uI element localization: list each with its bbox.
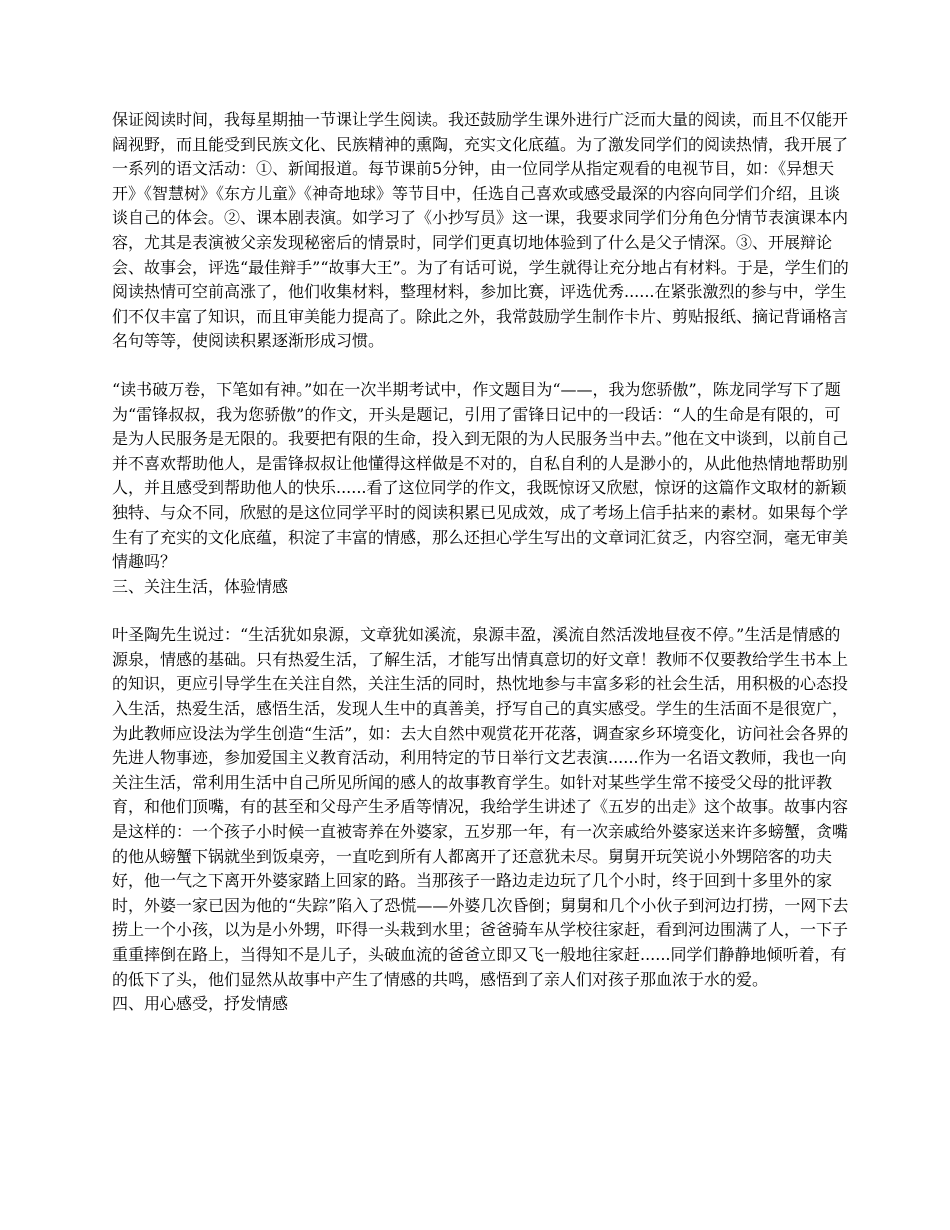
paragraph-composition-example: “读书破万卷，下笔如有神。”如在一次半期考试中，作文题目为“——，我为您骄傲”，陈龙同学写下了题为“雷锋叔叔，我为您骄傲”的作文，开头是题记，引用了雷锋日记中的一段话：“人的生命是有限的，可是为人民服务是无限的。我要把有限的生命，投入到无限的为人民服务当中去。”他在文中谈到，以前自己并不喜欢帮助他人，是雷锋叔叔让他懂得这样做是不对的，自私自利的人是渺小的，从此他热情地帮助别人，并且感受到帮助他人的快乐......看了这位同学的作文，我既惊讶又欣慰，惊讶的这篇作文取材的新颖独特、与众不同，欣慰的是这位同学平时的阅读积累已见成效，成了考场上信手拈来的素材。如果每个学生有了充实的文化底蕴，积淀了丰富的情感，那么还担心学生写出的文章词汇贫乏，内容空洞，毫无审美情趣吗？ xyxy=(112,379,849,572)
document-page xyxy=(112,108,852,1017)
section-heading-3: 三、关注生活，体验情感 xyxy=(112,576,289,596)
paragraph-life-experience: 叶圣陶先生说过：“生活犹如泉源，文章犹如溪流，泉源丰盈，溪流自然活泼地昼夜不停。”生活是情感的源泉，情感的基础。只有热爱生活，了解生活，才能写出情真意切的好文章！教师不仅要教给学生书本上的知识，更应引导学生在关注自然，关注生活的同时，热忱地参与丰富多彩的社会生活，用积极的心态投入生活，热爱生活，感悟生活，发现人生中的真善美，抒写自己的真实感受。学生的生活面不是很宽广，为此教师应设法为学生创造“生活”，如：去大自然中观赏花开花落，调查家乡环境变化，访问社会各界的先进人物事迹，参加爱国主义教育活动，利用特定的节日举行文艺表演......作为一名语文教师，我也一向关注生活，常利用生活中自己所见所闻的感人的故事教育学生。如针对某些学生常不接受父母的批评教育，和他们顶嘴，有的甚至和父母产生矛盾等情况，我给学生讲述了《五岁的出走》这个故事。故事内容是这样的：一个孩子小时候一直被寄养在外婆家，五岁那一年，有一次亲戚给外婆家送来许多螃蟹，贪嘴的他从螃蟹下锅就坐到饭桌旁，一直吃到所有人都离开了还意犹未尽。舅舅开玩笑说小外甥陪客的功夫好，他一气之下离开外婆家踏上回家的路。当那孩子一路边走边玩了几个小时，终于回到十多里外的家时，外婆一家已因为他的“失踪”陷入了恐慌——外婆几次昏倒；舅舅和几个小伙子到河边打捞，一网下去捞上一个小孩，以为是小外甥，吓得一头栽到水里；爸爸骑车从学校往家赶，看到河边围满了人，一下子重重摔倒在路上，当得知不是儿子，头破血流的爸爸立即又飞一般地往家赶......同学们静静地倾听着，有的低下了头，他们显然从故事中产生了情感的共鸣，感悟到了亲人们对孩子那血浓于水的爱。 xyxy=(112,625,849,989)
section-heading-4: 四、用心感受，抒发情感 xyxy=(112,994,289,1014)
paragraph-reading-activities: 保证阅读时间，我每星期抽一节课让学生阅读。我还鼓励学生课外进行广泛而大量的阅读，而且不仅能开阔视野，而且能受到民族文化、民族精神的熏陶，充实文化底蕴。为了激发同学们的阅读热情，我开展了一系列的语文活动：①、新闻报道。每节课前5分钟，由一位同学从指定观看的电视节目，如：《异想天开》《智慧树》《东方儿童》《神奇地球》等节目中，任选自己喜欢或感受最深的内容向同学们介绍，且谈谈自己的体会。②、课本剧表演。如学习了《小抄写员》这一课，我要求同学们分角色分情节表演课本内容，尤其是表演被父亲发现秘密后的情景时，同学们更真切地体验到了什么是父子情深。③、开展辩论会、故事会，评选“最佳辩手”“故事大王”。为了有话可说，学生就得让充分地占有材料。于是，学生们的阅读热情可空前高涨了，他们收集材料，整理材料，参加比赛，评选优秀......在紧张激烈的参与中，学生们不仅丰富了知识，而且审美能力提高了。除此之外，我常鼓励学生制作卡片、剪贴报纸、摘记背诵格言名句等等，使阅读积累逐渐形成习惯。 xyxy=(112,110,849,351)
